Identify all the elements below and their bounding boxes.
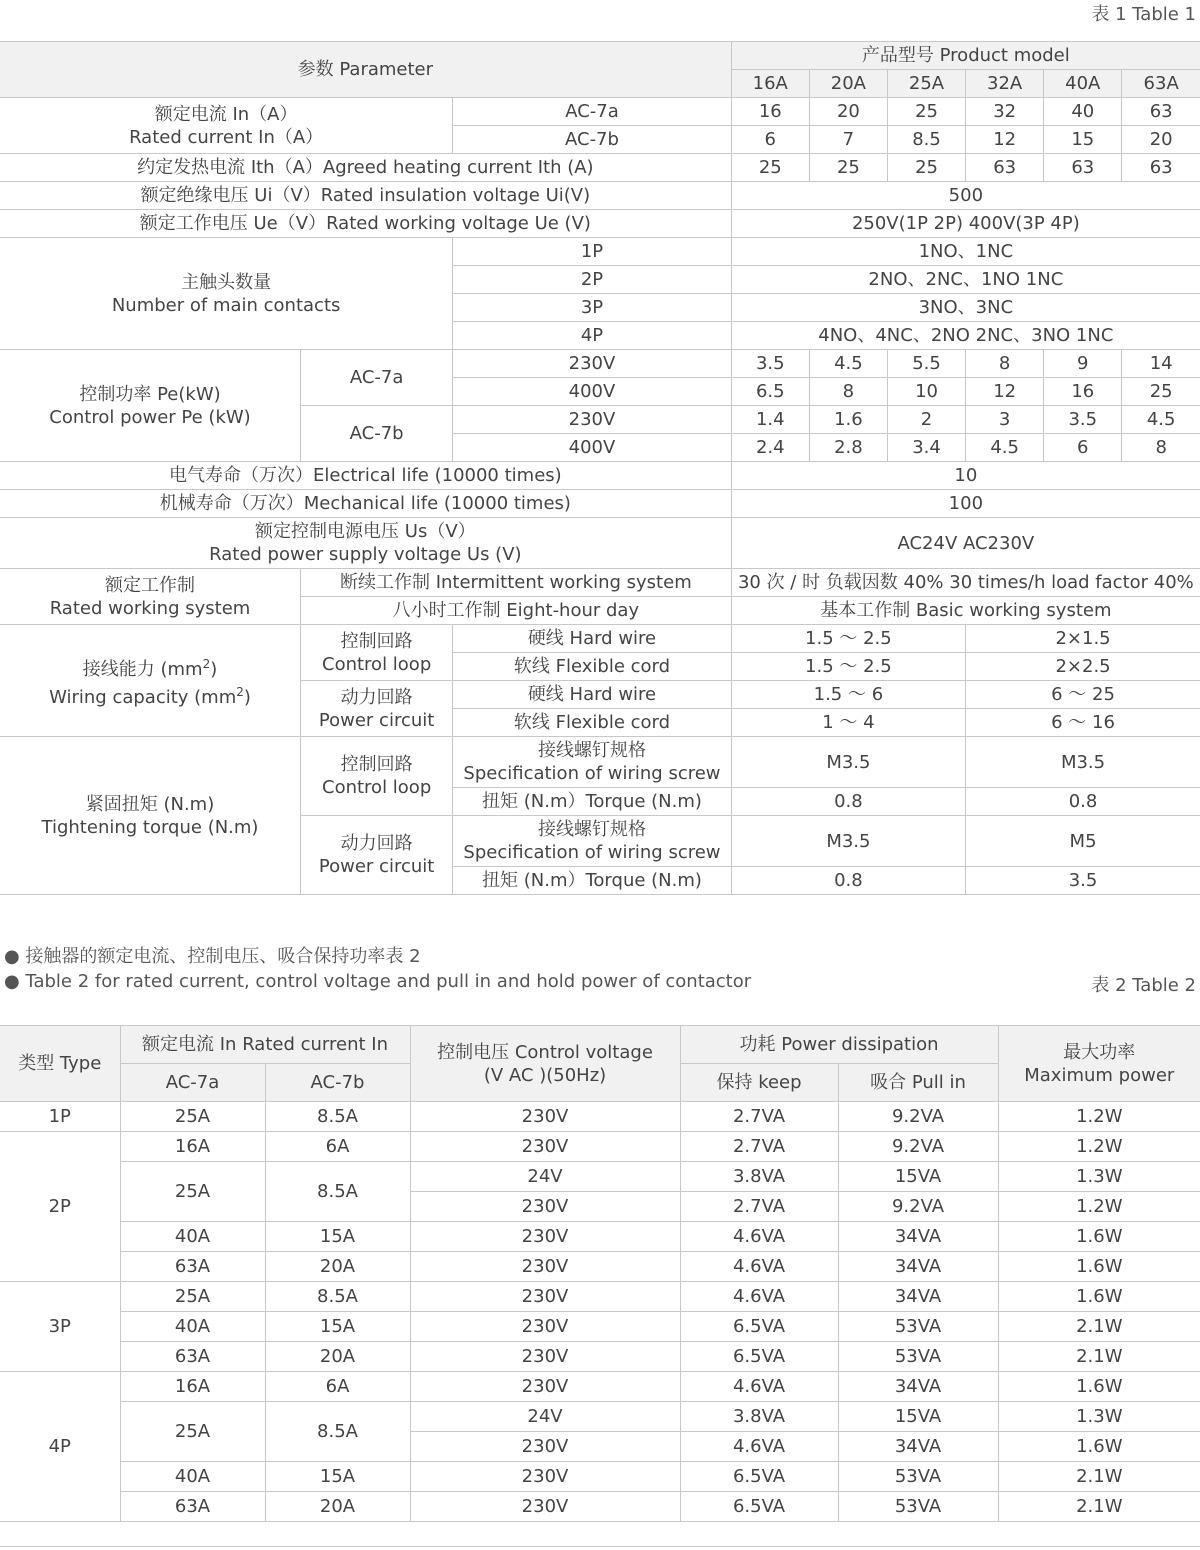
cell-line: Specification of wiring screw bbox=[463, 842, 721, 863]
pole-type: 4P bbox=[0, 1372, 120, 1522]
value-cell: 4.5 bbox=[966, 434, 1044, 462]
control-voltage-value: 230V bbox=[410, 1222, 680, 1252]
keep-value: 2.7VA bbox=[680, 1192, 838, 1222]
pull-in-value: 34VA bbox=[838, 1282, 998, 1312]
voltage-label: 400V bbox=[453, 434, 731, 462]
table-row bbox=[0, 737, 1200, 788]
value-cell: 63 bbox=[1044, 154, 1122, 182]
ac7a-header: AC-7a bbox=[120, 1064, 265, 1102]
header-row bbox=[0, 1026, 1200, 1064]
pole-type: 3P bbox=[0, 1282, 120, 1372]
cell-line: 动力回路 bbox=[340, 833, 413, 854]
pole-label: 1P bbox=[453, 238, 731, 266]
mechanical-life-label: 机械寿命（万次）Mechanical life (10000 times) bbox=[0, 490, 731, 518]
value-cell: 25 bbox=[887, 98, 965, 126]
cell-line: Power circuit bbox=[318, 856, 435, 877]
keep-value: 3.8VA bbox=[680, 1162, 838, 1192]
model-column-header: 40A bbox=[1044, 70, 1122, 98]
control-power-label bbox=[0, 350, 301, 462]
cell-line: Control power Pe (kW) bbox=[49, 406, 251, 428]
value-cell: 250V(1P 2P) 400V(3P 4P) bbox=[731, 210, 1200, 238]
maximum-power-value: 1.6W bbox=[998, 1222, 1200, 1252]
value-cell: 9 bbox=[1044, 350, 1122, 378]
value-cell: 15 bbox=[1044, 126, 1122, 154]
keep-header: 保持 keep bbox=[680, 1064, 838, 1102]
value-cell: 3.5 bbox=[966, 867, 1200, 895]
control-voltage-value: 230V bbox=[410, 1312, 680, 1342]
maximum-power-value: 1.3W bbox=[998, 1162, 1200, 1192]
pole-label: 4P bbox=[453, 322, 731, 350]
table-row bbox=[0, 1132, 1200, 1162]
maximum-power-header bbox=[998, 1026, 1200, 1102]
specification-table bbox=[0, 41, 1200, 895]
circuit-label bbox=[301, 737, 453, 816]
cell-line: 额定电流 In（A） bbox=[154, 103, 298, 125]
keep-value: 4.6VA bbox=[680, 1252, 838, 1282]
circuit-label bbox=[301, 625, 453, 681]
maximum-power-value: 1.2W bbox=[998, 1192, 1200, 1222]
superscript: 2 bbox=[202, 656, 211, 671]
control-voltage-value: 230V bbox=[410, 1252, 680, 1282]
pole-type: 1P bbox=[0, 1102, 120, 1132]
table-row bbox=[0, 1312, 1200, 1342]
working-system-type: 八小时工作制 Eight-hour day bbox=[301, 597, 732, 625]
maximum-power-value: 1.6W bbox=[998, 1432, 1200, 1462]
value-cell: 6 bbox=[1044, 434, 1122, 462]
value-cell: 16 bbox=[1044, 378, 1122, 406]
value-cell: 1.5 ～ 6 bbox=[731, 681, 965, 709]
cell-line: Rated working system bbox=[49, 597, 251, 619]
wire-type-label: 软线 Flexible cord bbox=[453, 709, 731, 737]
wire-type-label: 软线 Flexible cord bbox=[453, 653, 731, 681]
ac7a-value: 40A bbox=[120, 1222, 265, 1252]
control-voltage-value: 230V bbox=[410, 1372, 680, 1402]
cell-line: Control loop bbox=[322, 653, 432, 675]
voltage-label: 230V bbox=[453, 406, 731, 434]
insulation-voltage-label: 额定绝缘电压 Ui（V）Rated insulation voltage Ui(V) bbox=[0, 182, 731, 210]
value-cell: 1 ～ 4 bbox=[731, 709, 965, 737]
model-column-header: 63A bbox=[1122, 70, 1200, 98]
keep-value: 6.5VA bbox=[680, 1312, 838, 1342]
value-cell: 0.8 bbox=[731, 867, 965, 895]
screw-spec-label bbox=[453, 737, 731, 788]
control-voltage-value: 230V bbox=[410, 1132, 680, 1162]
torque-label: 扭矩 (N.m）Torque (N.m) bbox=[453, 788, 731, 816]
keep-value: 6.5VA bbox=[680, 1462, 838, 1492]
ac7b-value: 8.5A bbox=[265, 1282, 410, 1312]
table2-caption: 表 2 Table 2 bbox=[1091, 975, 1196, 996]
cell-line: Power circuit bbox=[318, 709, 435, 731]
value-cell: 1.5 ～ 2.5 bbox=[731, 625, 965, 653]
cell-line: 主触头数量 bbox=[181, 271, 272, 293]
ac7a-value: 25A bbox=[120, 1282, 265, 1312]
cell-text: ) bbox=[210, 658, 218, 680]
value-cell: 12 bbox=[966, 126, 1044, 154]
table-row bbox=[0, 350, 1200, 378]
model-column-header: 20A bbox=[809, 70, 887, 98]
cell-line: 紧固扭矩 (N.m) bbox=[85, 793, 215, 815]
table-row bbox=[0, 238, 1200, 266]
ac7a-value: 25A bbox=[120, 1402, 265, 1462]
maximum-power-value: 1.6W bbox=[998, 1252, 1200, 1282]
table-row bbox=[0, 1372, 1200, 1402]
cell-line: Tightening torque (N.m) bbox=[41, 816, 259, 838]
model-column-header: 32A bbox=[966, 70, 1044, 98]
table-row bbox=[0, 1282, 1200, 1312]
cell-text: ) bbox=[243, 686, 251, 708]
cell-line: 最大功率 bbox=[1063, 1041, 1136, 1063]
ac7a-value: 16A bbox=[120, 1372, 265, 1402]
value-cell: 2.4 bbox=[731, 434, 809, 462]
control-voltage-value: 230V bbox=[410, 1432, 680, 1462]
pole-label: 2P bbox=[453, 266, 731, 294]
table-row bbox=[0, 625, 1200, 653]
model-header: 产品型号 Product model bbox=[731, 42, 1200, 70]
value-cell: M3.5 bbox=[731, 737, 965, 788]
header-row bbox=[0, 42, 1200, 70]
value-cell: 1NO、1NC bbox=[731, 238, 1200, 266]
table-row bbox=[0, 518, 1200, 569]
value-cell: 5.5 bbox=[887, 350, 965, 378]
table-row bbox=[0, 182, 1200, 210]
value-cell: 8 bbox=[1122, 434, 1200, 462]
value-cell: 2.8 bbox=[809, 434, 887, 462]
value-cell: 7 bbox=[809, 126, 887, 154]
ac7b-value: 20A bbox=[265, 1342, 410, 1372]
value-cell: 6.5 bbox=[731, 378, 809, 406]
pull-in-value: 9.2VA bbox=[838, 1192, 998, 1222]
value-cell: 25 bbox=[887, 154, 965, 182]
wiring-capacity-label bbox=[0, 625, 301, 737]
maximum-power-value: 1.2W bbox=[998, 1132, 1200, 1162]
value-cell: 14 bbox=[1122, 350, 1200, 378]
pull-in-value: 53VA bbox=[838, 1312, 998, 1342]
control-voltage-value: 230V bbox=[410, 1342, 680, 1372]
working-system-type: 断续工作制 Intermittent working system bbox=[301, 569, 732, 597]
ac7b-value: 20A bbox=[265, 1252, 410, 1282]
keep-value: 4.6VA bbox=[680, 1432, 838, 1462]
value-cell: 2NO、2NC、1NO 1NC bbox=[731, 266, 1200, 294]
value-cell: 2 bbox=[887, 406, 965, 434]
table-row bbox=[0, 1252, 1200, 1282]
cell-line: 动力回路 bbox=[340, 686, 413, 708]
table-row bbox=[0, 154, 1200, 182]
ac7a-value: 40A bbox=[120, 1312, 265, 1342]
value-cell: 4.5 bbox=[1122, 406, 1200, 434]
maximum-power-value: 1.3W bbox=[998, 1402, 1200, 1432]
pull-in-value: 53VA bbox=[838, 1342, 998, 1372]
ac7a-value: 63A bbox=[120, 1492, 265, 1522]
table-row bbox=[0, 462, 1200, 490]
control-voltage-value: 230V bbox=[410, 1192, 680, 1222]
ac7b-header: AC-7b bbox=[265, 1064, 410, 1102]
cell-line: Rated power supply voltage Us (V) bbox=[209, 544, 522, 565]
control-voltage-value: 230V bbox=[410, 1462, 680, 1492]
value-cell: 2×2.5 bbox=[966, 653, 1200, 681]
pull-in-value: 9.2VA bbox=[838, 1102, 998, 1132]
power-dissipation-table bbox=[0, 1025, 1200, 1522]
value-cell: 6 ～ 25 bbox=[966, 681, 1200, 709]
value-cell: 3 bbox=[966, 406, 1044, 434]
control-voltage-value: 24V bbox=[410, 1402, 680, 1432]
cell-line bbox=[2, 681, 298, 709]
ac7a-value: 16A bbox=[120, 1132, 265, 1162]
circuit-label bbox=[301, 816, 453, 895]
keep-value: 6.5VA bbox=[680, 1492, 838, 1522]
control-voltage-value: 230V bbox=[410, 1102, 680, 1132]
section2-title-en: ● Table 2 for rated current, control voltage and pull in and hold power of contactor bbox=[4, 971, 752, 992]
value-cell: AC24V AC230V bbox=[731, 518, 1200, 569]
table-row bbox=[0, 1402, 1200, 1432]
cell-line: 控制回路 bbox=[340, 630, 413, 652]
value-cell: 6 bbox=[731, 126, 809, 154]
main-contacts-label bbox=[0, 238, 453, 350]
value-cell: M3.5 bbox=[966, 737, 1200, 788]
screw-spec-label bbox=[453, 816, 731, 867]
ac7a-value: 40A bbox=[120, 1462, 265, 1492]
cell-line: 额定工作制 bbox=[105, 574, 195, 596]
value-cell: 3.5 bbox=[1044, 406, 1122, 434]
table1-caption: 表 1 Table 1 bbox=[1091, 4, 1196, 25]
maximum-power-value: 1.2W bbox=[998, 1102, 1200, 1132]
value-cell: 25 bbox=[1122, 378, 1200, 406]
value-cell: 0.8 bbox=[731, 788, 965, 816]
rated-current-label bbox=[0, 98, 453, 154]
cell-line: Number of main contacts bbox=[111, 294, 341, 316]
value-cell: M5 bbox=[966, 816, 1200, 867]
table-row bbox=[0, 210, 1200, 238]
rated-current-header: 额定电流 In Rated current In bbox=[120, 1026, 410, 1064]
value-cell: 4NO、4NC、2NO 2NC、3NO 1NC bbox=[731, 322, 1200, 350]
wire-type-label: 硬线 Hard wire bbox=[453, 681, 731, 709]
cell-line: 控制电压 Control voltage bbox=[437, 1041, 653, 1063]
control-voltage-value: 24V bbox=[410, 1162, 680, 1192]
cell-line: Control loop bbox=[322, 777, 432, 798]
cell-line: Maximum power bbox=[1024, 1064, 1175, 1086]
cell-line: (V AC )(50Hz) bbox=[483, 1064, 607, 1086]
type-header: 类型 Type bbox=[0, 1026, 120, 1102]
ac7b-value: 8.5A bbox=[265, 1402, 410, 1462]
supply-voltage-label bbox=[0, 518, 731, 569]
value-cell: 3NO、3NC bbox=[731, 294, 1200, 322]
torque-label: 扭矩 (N.m）Torque (N.m) bbox=[453, 867, 731, 895]
voltage-label: 400V bbox=[453, 378, 731, 406]
utilization-category: AC-7a bbox=[453, 98, 731, 126]
table-row bbox=[0, 569, 1200, 597]
pull-in-value: 9.2VA bbox=[838, 1132, 998, 1162]
keep-value: 3.8VA bbox=[680, 1402, 838, 1432]
table-row bbox=[0, 1102, 1200, 1132]
value-cell: 3.4 bbox=[887, 434, 965, 462]
pull-in-header: 吸合 Pull in bbox=[838, 1064, 998, 1102]
wire-type-label: 硬线 Hard wire bbox=[453, 625, 731, 653]
pull-in-value: 34VA bbox=[838, 1222, 998, 1252]
voltage-label: 230V bbox=[453, 350, 731, 378]
value-cell: 63 bbox=[1122, 154, 1200, 182]
value-cell: 63 bbox=[966, 154, 1044, 182]
value-cell: 20 bbox=[1122, 126, 1200, 154]
value-cell: 0.8 bbox=[966, 788, 1200, 816]
cell-line: 控制回路 bbox=[340, 754, 413, 775]
table-row bbox=[0, 1162, 1200, 1192]
pull-in-value: 15VA bbox=[838, 1402, 998, 1432]
value-cell: 32 bbox=[966, 98, 1044, 126]
model-column-header: 16A bbox=[731, 70, 809, 98]
pole-label: 3P bbox=[453, 294, 731, 322]
cell-line: 接线螺钉规格 bbox=[537, 819, 646, 840]
circuit-label bbox=[301, 681, 453, 737]
value-cell: 1.4 bbox=[731, 406, 809, 434]
heating-current-label: 约定发热电流 Ith（A）Agreed heating current Ith (A) bbox=[0, 154, 731, 182]
value-cell: 8.5 bbox=[887, 126, 965, 154]
control-voltage-header bbox=[410, 1026, 680, 1102]
ac7a-value: 63A bbox=[120, 1342, 265, 1372]
ac7a-value: 63A bbox=[120, 1252, 265, 1282]
pull-in-value: 53VA bbox=[838, 1492, 998, 1522]
ac7b-value: 15A bbox=[265, 1312, 410, 1342]
maximum-power-value: 2.1W bbox=[998, 1342, 1200, 1372]
pull-in-value: 34VA bbox=[838, 1432, 998, 1462]
ac7a-value: 25A bbox=[120, 1162, 265, 1222]
tightening-torque-label bbox=[0, 737, 301, 895]
value-cell: 1.6 bbox=[809, 406, 887, 434]
working-system-label bbox=[0, 569, 301, 625]
table-row bbox=[0, 1492, 1200, 1522]
value-cell: 10 bbox=[887, 378, 965, 406]
control-voltage-value: 230V bbox=[410, 1282, 680, 1312]
value-cell: 12 bbox=[966, 378, 1044, 406]
value-cell: 25 bbox=[731, 154, 809, 182]
value-cell: 3.5 bbox=[731, 350, 809, 378]
ac7b-value: 8.5A bbox=[265, 1102, 410, 1132]
keep-value: 6.5VA bbox=[680, 1342, 838, 1372]
parameter-header: 参数 Parameter bbox=[0, 42, 731, 98]
pull-in-value: 34VA bbox=[838, 1372, 998, 1402]
pull-in-value: 53VA bbox=[838, 1462, 998, 1492]
cell-line: Specification of wiring screw bbox=[463, 763, 721, 784]
ac7b-value: 6A bbox=[265, 1372, 410, 1402]
utilization-category: AC-7b bbox=[453, 126, 731, 154]
cell-line: Rated current In（A） bbox=[129, 126, 324, 148]
maximum-power-value: 1.6W bbox=[998, 1372, 1200, 1402]
value-cell: 4.5 bbox=[809, 350, 887, 378]
keep-value: 4.6VA bbox=[680, 1222, 838, 1252]
cell-line: 接线螺钉规格 bbox=[537, 740, 646, 761]
value-cell: 基本工作制 Basic working system bbox=[731, 597, 1200, 625]
value-cell: 20 bbox=[809, 98, 887, 126]
ac7b-value: 8.5A bbox=[265, 1162, 410, 1222]
bottom-rule bbox=[0, 1546, 1200, 1547]
maximum-power-value: 2.1W bbox=[998, 1492, 1200, 1522]
value-cell: M3.5 bbox=[731, 816, 965, 867]
ac7b-value: 6A bbox=[265, 1132, 410, 1162]
value-cell: 16 bbox=[731, 98, 809, 126]
value-cell: 100 bbox=[731, 490, 1200, 518]
ac7b-value: 15A bbox=[265, 1462, 410, 1492]
value-cell: 2×1.5 bbox=[966, 625, 1200, 653]
maximum-power-value: 2.1W bbox=[998, 1462, 1200, 1492]
value-cell: 63 bbox=[1122, 98, 1200, 126]
pole-type: 2P bbox=[0, 1132, 120, 1282]
pull-in-value: 34VA bbox=[838, 1252, 998, 1282]
ac7a-value: 25A bbox=[120, 1102, 265, 1132]
value-cell: 1.5 ～ 2.5 bbox=[731, 653, 965, 681]
keep-value: 4.6VA bbox=[680, 1282, 838, 1312]
utilization-category: AC-7a bbox=[301, 350, 453, 406]
electrical-life-label: 电气寿命（万次）Electrical life (10000 times) bbox=[0, 462, 731, 490]
table-row bbox=[0, 490, 1200, 518]
keep-value: 4.6VA bbox=[680, 1372, 838, 1402]
value-cell: 10 bbox=[731, 462, 1200, 490]
ac7b-value: 15A bbox=[265, 1222, 410, 1252]
cell-text: 接线能力 (mm bbox=[82, 658, 203, 680]
value-cell: 30 次 / 时 负载因数 40% 30 times/h load factor 40% bbox=[731, 569, 1200, 597]
value-cell: 25 bbox=[809, 154, 887, 182]
superscript: 2 bbox=[236, 684, 244, 699]
value-cell: 40 bbox=[1044, 98, 1122, 126]
table-row bbox=[0, 1342, 1200, 1372]
value-cell: 8 bbox=[966, 350, 1044, 378]
keep-value: 2.7VA bbox=[680, 1102, 838, 1132]
cell-line bbox=[2, 653, 298, 681]
power-dissipation-header: 功耗 Power dissipation bbox=[680, 1026, 998, 1064]
pull-in-value: 15VA bbox=[838, 1162, 998, 1192]
table-row bbox=[0, 98, 1200, 126]
utilization-category: AC-7b bbox=[301, 406, 453, 462]
value-cell: 8 bbox=[809, 378, 887, 406]
control-voltage-value: 230V bbox=[410, 1492, 680, 1522]
ac7b-value: 20A bbox=[265, 1492, 410, 1522]
working-voltage-label: 额定工作电压 Ue（V）Rated working voltage Ue (V) bbox=[0, 210, 731, 238]
table-row bbox=[0, 1462, 1200, 1492]
cell-line: 额定控制电源电压 Us（V） bbox=[255, 521, 476, 542]
keep-value: 2.7VA bbox=[680, 1132, 838, 1162]
section2-title-cn: ● 接触器的额定电流、控制电压、吸合保持功率表 2 bbox=[4, 946, 421, 967]
cell-line: 控制功率 Pe(kW) bbox=[79, 383, 221, 405]
value-cell: 500 bbox=[731, 182, 1200, 210]
cell-text: Wiring capacity (mm bbox=[49, 686, 237, 708]
maximum-power-value: 2.1W bbox=[998, 1312, 1200, 1342]
table-row bbox=[0, 1222, 1200, 1252]
value-cell: 6 ～ 16 bbox=[966, 709, 1200, 737]
maximum-power-value: 1.6W bbox=[998, 1282, 1200, 1312]
model-column-header: 25A bbox=[887, 70, 965, 98]
